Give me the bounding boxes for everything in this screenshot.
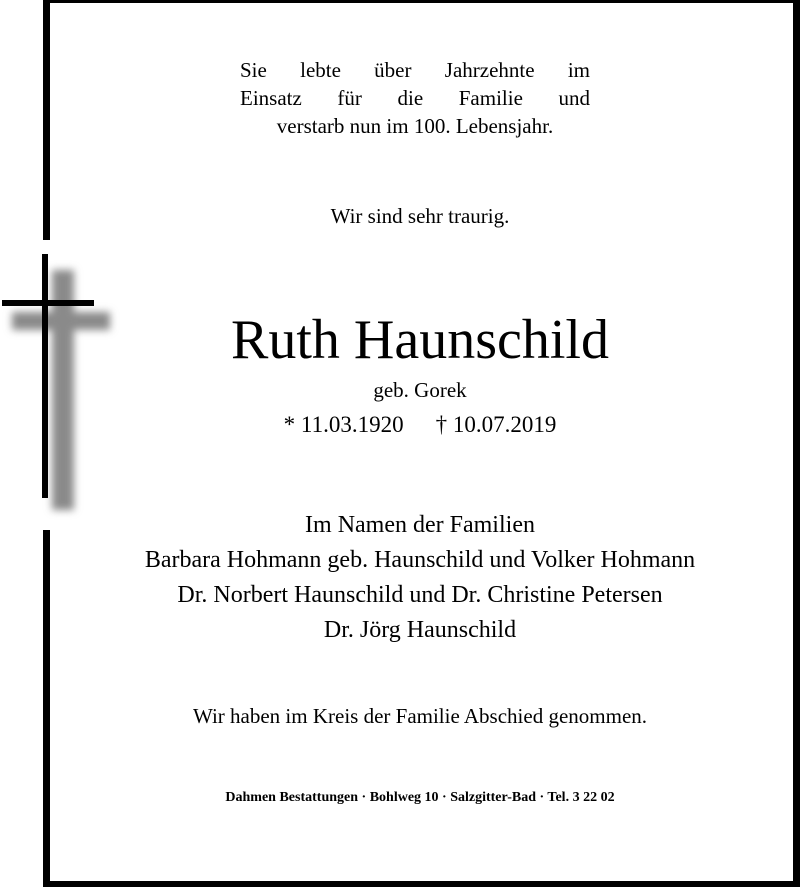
intro-line: Sie lebte über Jahrzehnte im (240, 58, 590, 82)
family-line: Dr. Norbert Haunschild und Dr. Christine Petersen (177, 582, 663, 608)
family-line: Barbara Hohmann geb. Haunschild und Volker Hohmann (144, 547, 696, 573)
intro-line: verstarb nun im 100. Lebensjahr. (276, 114, 554, 138)
intro-text (240, 56, 590, 140)
frame-bottom-border (43, 881, 800, 887)
funeral-home-footer: Dahmen Bestattungen · Bohlweg 10 · Salzgitter-Bad · Tel. 3 22 02 (225, 790, 615, 805)
life-dates (20, 412, 800, 438)
death-date: † 10.07.2019 (435, 412, 557, 437)
maiden-name: geb. Gorek (373, 378, 467, 402)
family-line: Im Namen der Familien (305, 512, 535, 538)
farewell-line: Wir haben im Kreis der Familie Abschied genommen. (192, 704, 648, 728)
frame-right-border (793, 0, 800, 887)
deceased-name: Ruth Haunschild (231, 309, 609, 371)
birth-date: * 11.03.1920 (283, 412, 404, 437)
family-signatures (20, 508, 800, 648)
intro-line: Einsatz für die Familie und (240, 86, 590, 110)
sad-line: Wir sind sehr traurig. (330, 204, 510, 228)
frame-top-border (43, 0, 800, 3)
family-line: Dr. Jörg Haunschild (323, 617, 517, 643)
